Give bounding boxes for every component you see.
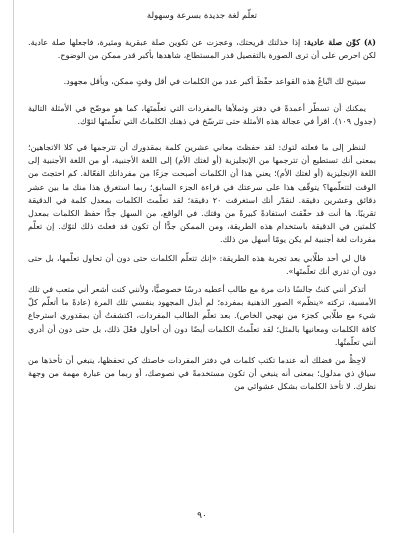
paragraph: قال لي أحد طلّابي بعد تجربة هذه الطريقة: «إنك تتعلّم الكلمات حتى دون أن تحاول تعلّمها، بل حتى دون أن تدري أنك تعلّمتَها». [28, 252, 376, 276]
running-header: تعلّم لغة جديدة بسرعة وسهولة [146, 11, 258, 21]
page-edge-line [13, 0, 14, 533]
page-body [28, 36, 376, 399]
paragraph: يمكنك أن تسطّر أعمدةً في دفتر وتملأها بالمفردات التي تعلّمتَها، كما هو موضّح في الأمثلة التالية (جدول ١٠٩). اقرأ في عجالة هذه الأمثلة حتى تترسّخ في ذهنك الكلماتُ التي تعلّمتَها لتوّك. [28, 102, 376, 126]
paragraph: لننظر إلى ما فعلته لتوك: لقد حفظتَ معاني عشرين كلمة بمقدورك أن تترجمها في كلا الاتجاهين؛ بمعنى أنك تستطيع أن تترجمها من الإنجليزية (أو لغتك الأم) إلى اللغة الأجنبية، أو من اللغة الأجنبية إلى اللغة الإنجليزية (أو لغتك الأم)؛ يعني هذا أن الكلمات أصبحت جزءًا من مفرداتك الفعّالة. كم احتجتَ من الوقت لتتعلّمها؟ يتوقّف هذا على سرعتك في قراءة الجزء السابق؛ ربما استغرق هذا منك ما بين عشر دقائق وعشرين دقيقة. لنقدّر أنك استغرقت ٢٠ دقيقة؛ لقد تعلّمتَ الكلمات بمعدل كلمة في الدقيقة تقريبًا. ها أنت قد حقّقتَ استفادةً كبيرةً من وقتك. في الواقع، من السهل جدًّا حفظ الكلمات بمعدل كلمتين في الدقيقة باستخدام هذه الطريقة، ومن الممكن جدًّا أن تكون قد فعلتَ ذلك لتوّك. إن تعلّم مفردات لغة أجنبية لم يكن يومًا أسهل من ذلك. [28, 142, 376, 245]
rule-heading: (٨) كوِّن صلة عادية: [303, 37, 376, 47]
page-number: ٩٠ [197, 511, 207, 521]
paragraph: أتذكر أنني كنتُ جالسًا ذات مرة مع طالب أعطيه درسًا خصوصيًّا، ولأنني كنت أشعر أني متعب في تلك الأمسية، تركته «ينظّم» الصور الذهنية بمفرده؛ لم أبذل المجهود بنفسي تلك المرة (عادةً ما أتعلّم كلّ شيء مع طلّابي كجزء من نهجي الخاص). بعد تعلّم الطالب المفردات، اكتشفتُ أن بمقدوري استرجاع كافة الكلمات ومعانيها بالمثل؛ لقد تعلّمتُ الكلمات أيضًا دون أن أحاول فعْلَ ذلك، بل حتى دون أن أدري أنني تعلّمتُها. [28, 284, 376, 347]
paragraph: لاحِظْ من فضلك أنه عندما تكتب كلمات في دفتر المفردات خاصتك كي تحفظها، ينبغي أن تأخذها من سياق ذي مدلول؛ بمعنى أنه ينبغي أن تكون مستخدمةً في نصوصك، أو ربما من عبارة مهمة من وجهة نظرك. لا تأخذ الكلمات بشكل عشوائي من [28, 355, 376, 392]
paragraph-rule-8 [28, 36, 376, 62]
paragraph: سيتيح لك اتّباعُ هذه القواعد حفْظَ أكبر عدد من الكلمات في أقل وقتٍ ممكن، وبأقل مجهود. [63, 76, 366, 87]
paragraph-text: إذا خذلتك قريحتك، وعجزت عن تكوين صلة عبقرية ومثيرة، فاجعلها صلة عادية. لكن احرص على أن ترى الصورة بالتفصيل قدر المستطاع، شاهدها بأكبر قدر ممكن من الوضوح. [28, 37, 376, 61]
